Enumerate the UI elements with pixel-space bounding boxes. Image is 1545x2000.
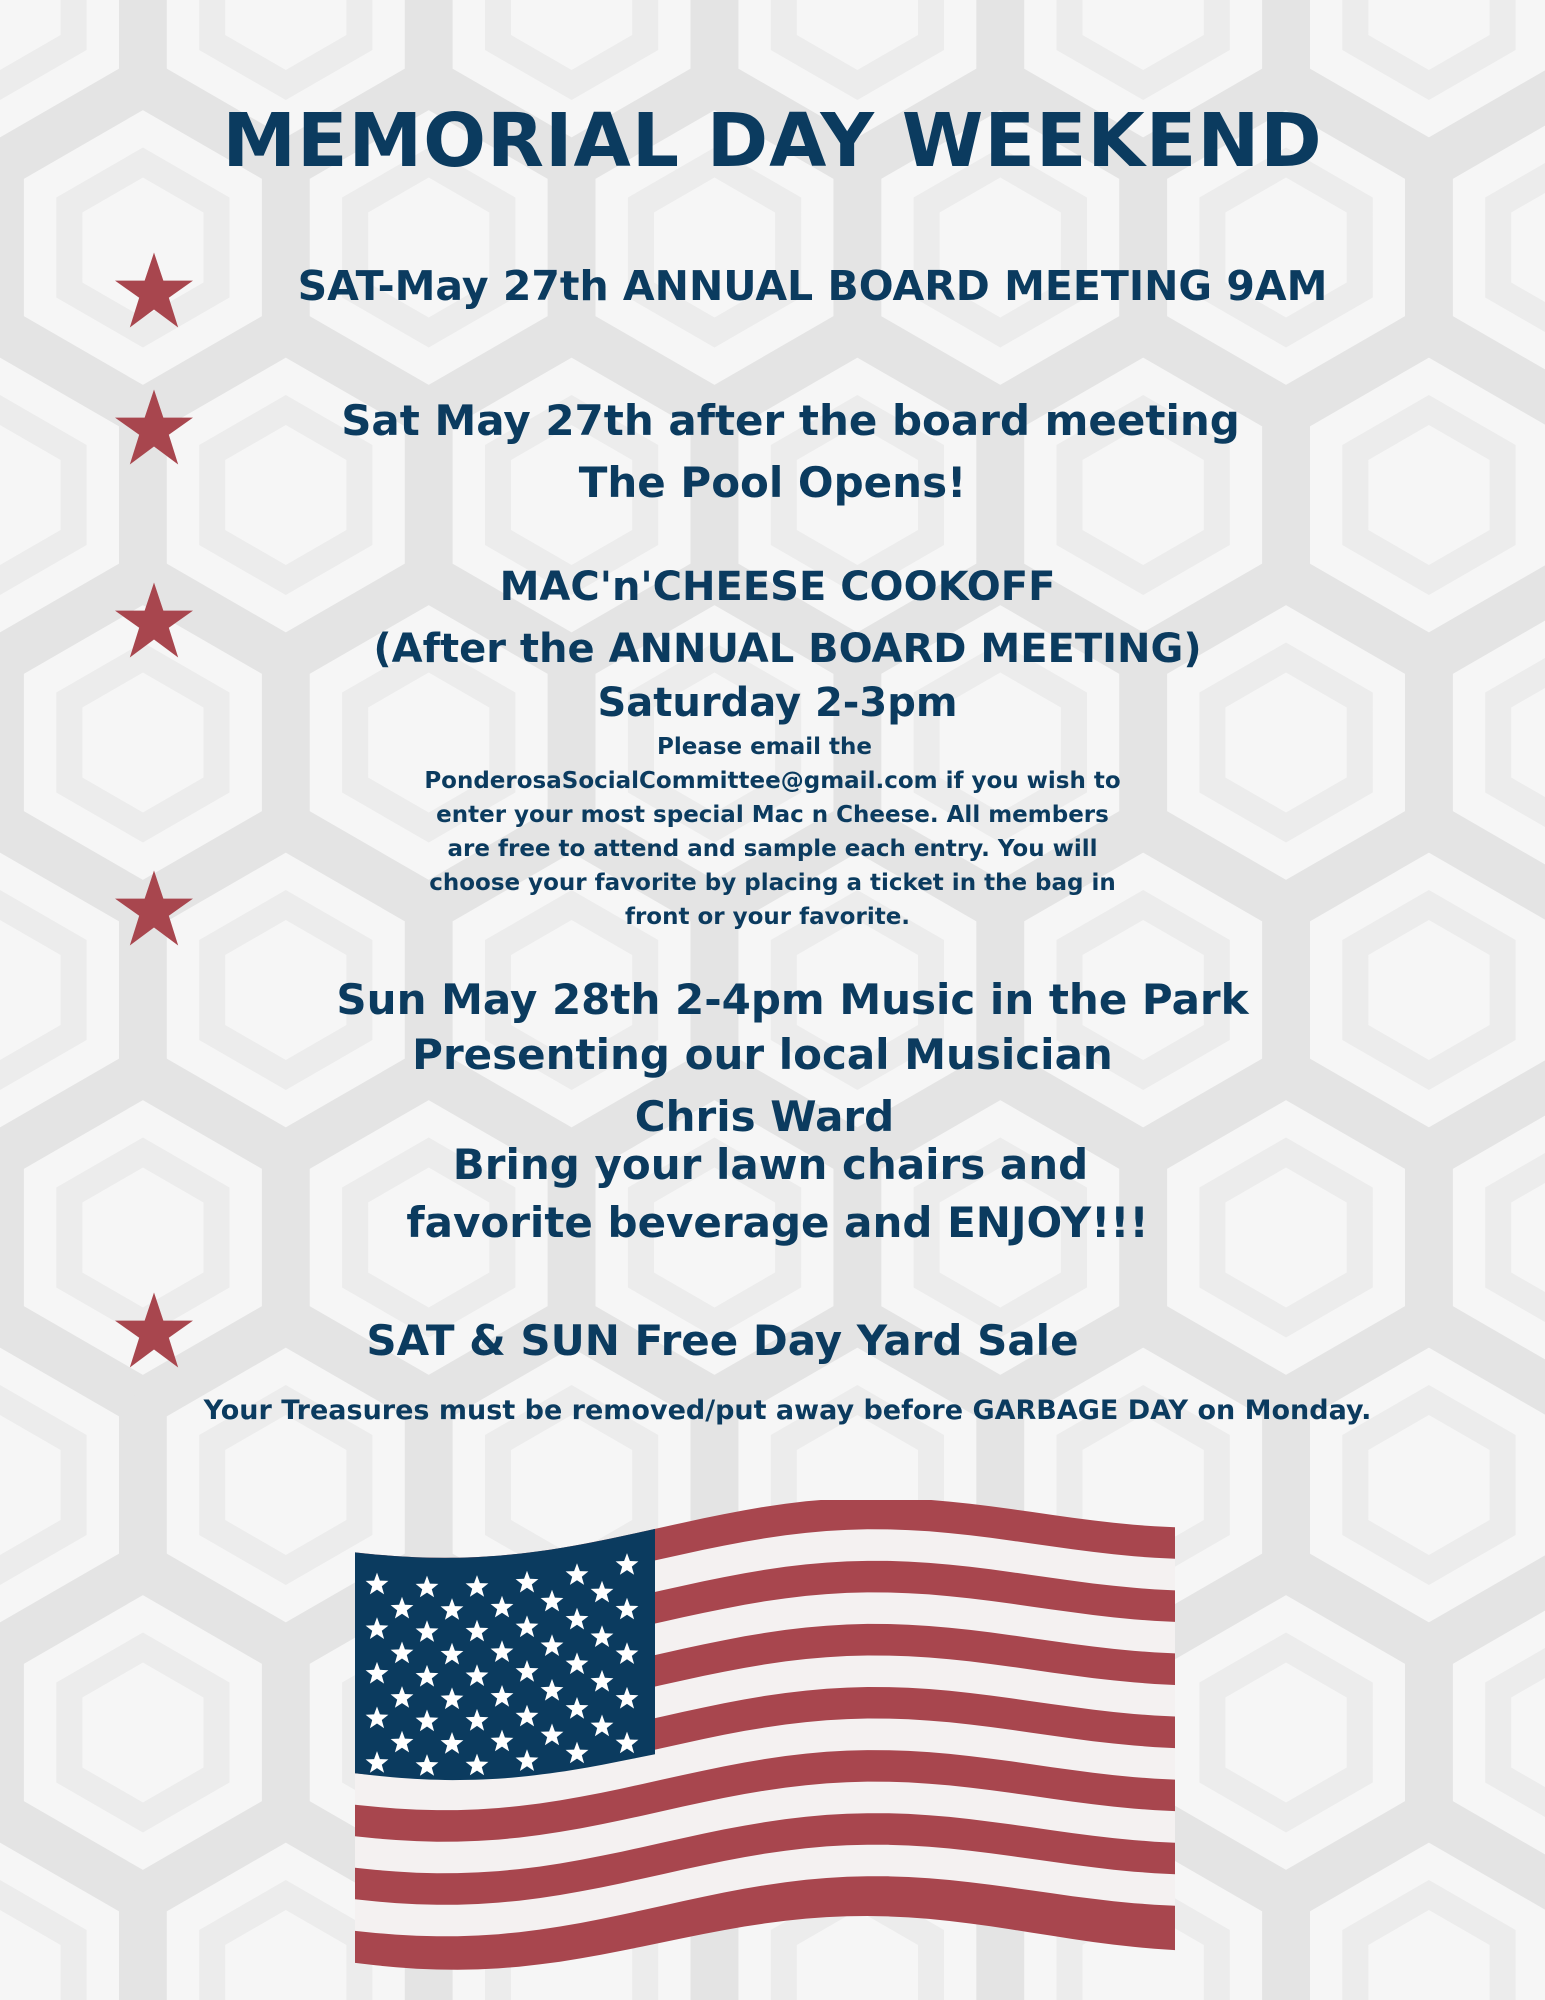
music-line-2: Presenting our local Musician — [412, 1030, 1113, 1079]
cookoff-detail-line: Please email the — [657, 734, 872, 760]
yard-sale-title: SAT & SUN Free Day Yard Sale — [366, 1316, 1079, 1365]
music-line-5: favorite beverage and ENJOY!!! — [406, 1198, 1149, 1247]
cookoff-detail-line: PonderosaSocialCommittee@gmail.com if you wish to — [424, 768, 1121, 794]
cookoff-details — [0, 730, 1545, 934]
pool-line-1: Sat May 27th after the board meeting — [341, 396, 1240, 445]
cookoff-detail-line: choose your favorite by placing a ticket in the bag in — [429, 870, 1116, 896]
music-line-4: Bring your lawn chairs and — [452, 1140, 1089, 1189]
cookoff-time: Saturday 2-3pm — [597, 680, 958, 726]
musician-name: Chris Ward — [634, 1092, 895, 1141]
cookoff-detail-line: enter your most special Mac n Cheese. All members — [436, 802, 1109, 828]
board-meeting-line: SAT-May 27th ANNUAL BOARD MEETING 9AM — [297, 262, 1328, 310]
page-title: MEMORIAL DAY WEEKEND — [222, 98, 1323, 184]
yard-sale-note: Your Treasures must be removed/put away before GARBAGE DAY on Monday. — [203, 1395, 1372, 1426]
music-line-1: Sun May 28th 2-4pm Music in the Park — [336, 975, 1249, 1024]
pool-line-2: The Pool Opens! — [578, 458, 967, 507]
cookoff-detail-line: front or your favorite. — [624, 904, 911, 930]
american-flag-icon — [355, 1500, 1215, 1970]
cookoff-detail-line: are free to attend and sample each entry. You will — [447, 836, 1098, 862]
cookoff-subtitle: (After the ANNUAL BOARD MEETING) — [373, 626, 1202, 672]
cookoff-title: MAC'n'CHEESE COOKOFF — [499, 564, 1056, 610]
